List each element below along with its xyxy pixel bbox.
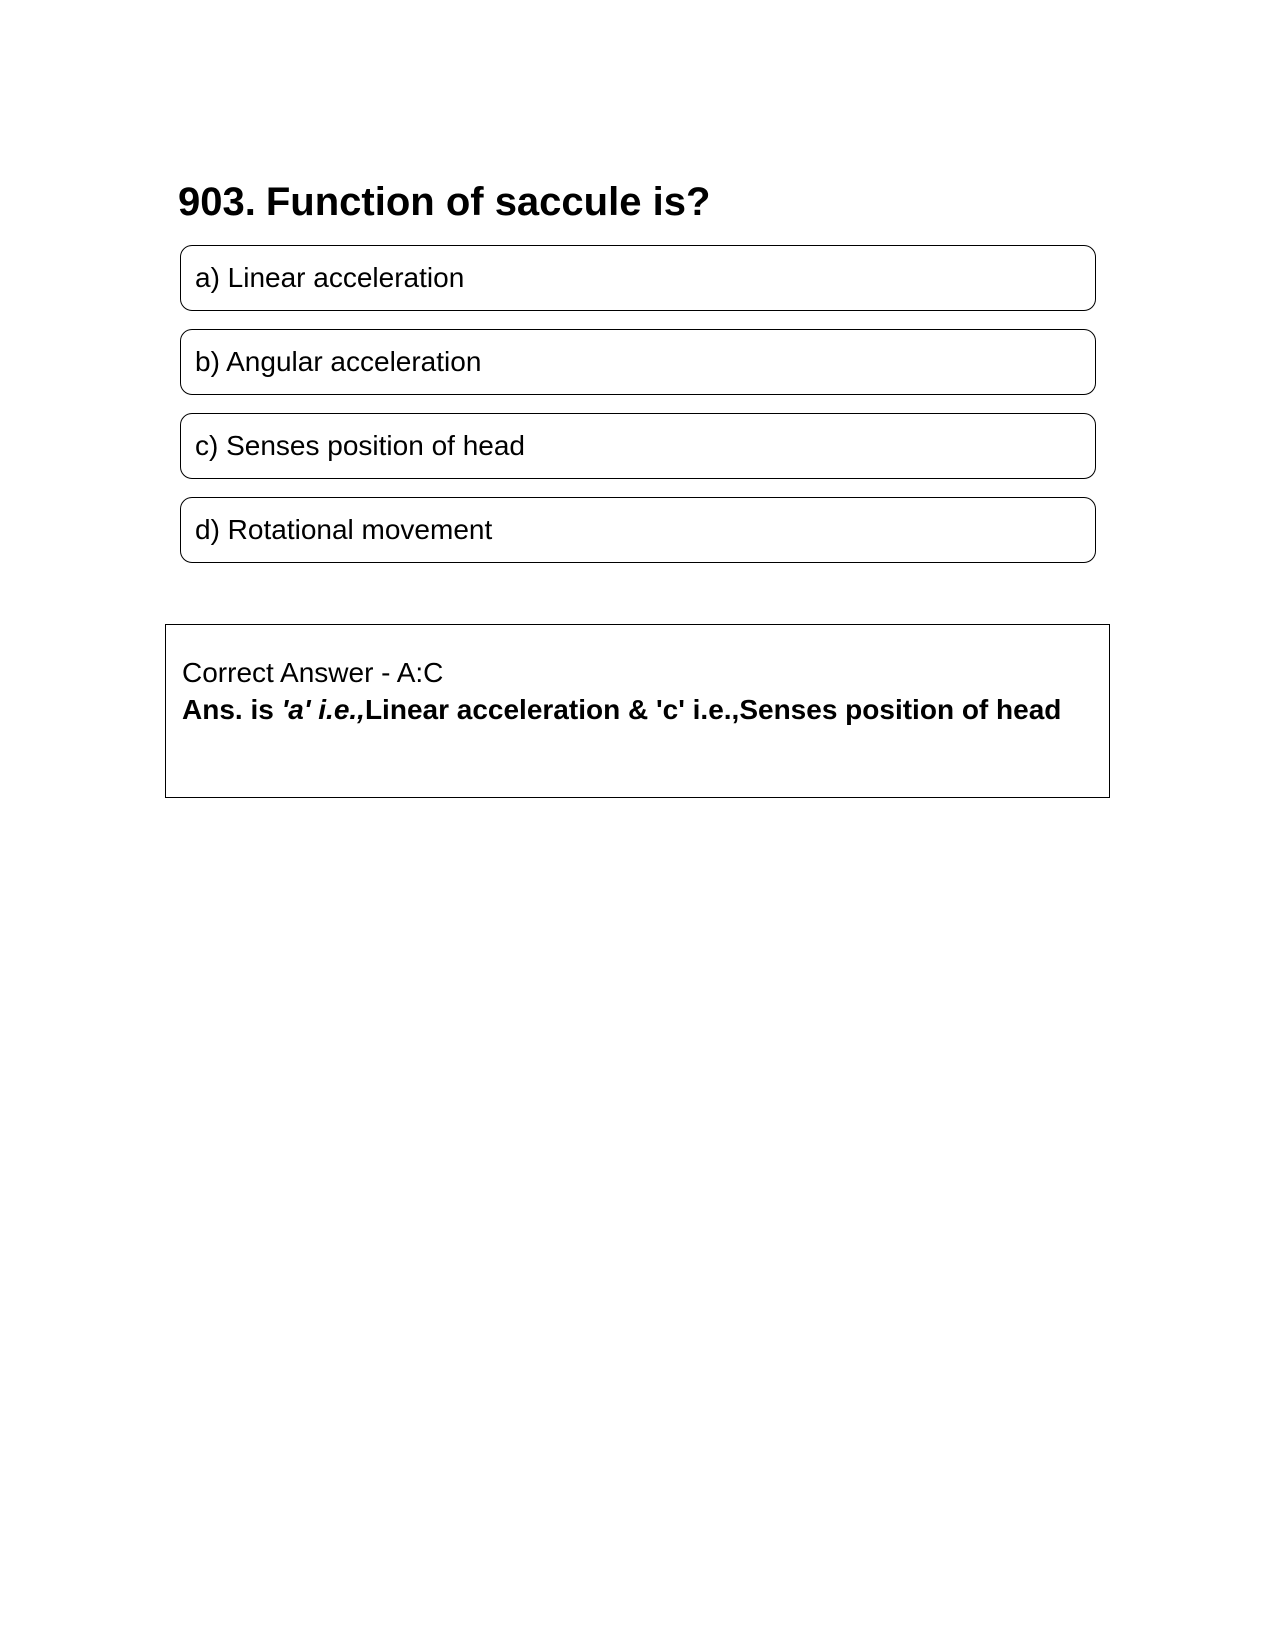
explanation-middle: Linear acceleration &	[364, 694, 656, 725]
question-text: Function of saccule is?	[265, 180, 711, 224]
explanation-option-a: 'a' i.e.,	[281, 694, 365, 725]
option-a[interactable]: a) Linear acceleration	[180, 245, 1096, 311]
question-number: 903.	[178, 180, 256, 224]
answer-explanation	[182, 692, 1093, 728]
option-b[interactable]: b) Angular acceleration	[180, 329, 1096, 395]
option-c[interactable]: c) Senses position of head	[180, 413, 1096, 479]
explanation-option-c: 'c'	[655, 694, 685, 725]
question-title	[178, 176, 710, 228]
correct-answer-line: Correct Answer - A:C	[182, 657, 444, 688]
explanation-prefix: Ans. is	[182, 694, 282, 725]
explanation-rest: i.e.,Senses position of head	[684, 694, 1062, 725]
answer-box	[165, 624, 1110, 798]
option-d[interactable]: d) Rotational movement	[180, 497, 1096, 563]
